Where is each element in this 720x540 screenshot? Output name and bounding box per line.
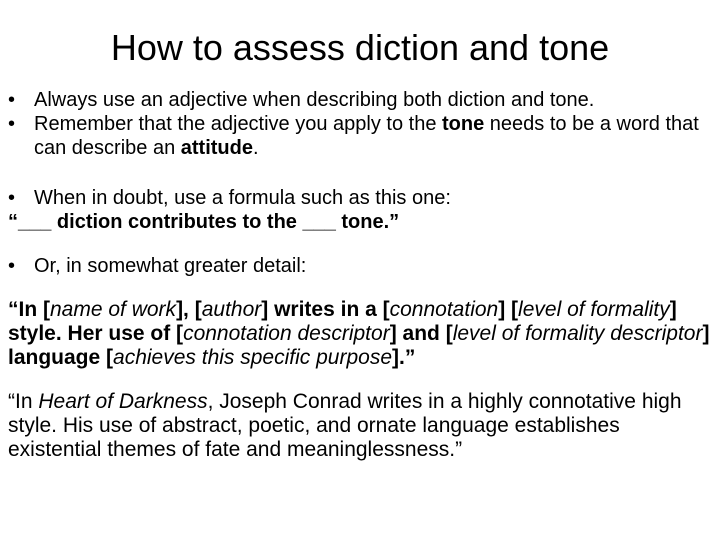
- template-placeholder: author: [201, 298, 262, 321]
- bullet-dot-icon: •: [8, 89, 16, 111]
- bullet-text: [34, 186, 714, 210]
- template-part: ].”: [392, 346, 416, 369]
- bullet-text: [34, 88, 714, 112]
- template-placeholder: level of formality descriptor: [452, 322, 703, 345]
- bullet-item: [8, 186, 714, 210]
- template-placeholder: connotation: [389, 298, 499, 321]
- example-work-title: Heart of Darkness: [38, 390, 208, 413]
- template-part: ] and [: [389, 322, 453, 345]
- bullet-bold-word: tone: [442, 113, 485, 135]
- template-part: “In [: [8, 298, 50, 321]
- example-paragraph: [8, 390, 714, 462]
- bullet-text-part: Or, in somewhat greater detail:: [34, 255, 307, 277]
- bullet-dot-icon: •: [8, 187, 16, 209]
- bullet-dot-icon: •: [8, 255, 16, 277]
- bullet-text: [34, 112, 714, 160]
- bullet-dot-icon: •: [8, 113, 16, 135]
- template-placeholder: name of work: [50, 298, 177, 321]
- bullet-text-part: Always use an adjective when describing both diction and tone.: [34, 89, 595, 111]
- template-part: ], [: [176, 298, 202, 321]
- template-placeholder: level of formality: [518, 298, 670, 321]
- slide-title: How to assess diction and tone: [110, 27, 610, 68]
- bullet-item: [8, 88, 714, 112]
- bullet-text: [34, 254, 714, 278]
- example-part: “In: [8, 390, 39, 413]
- template-paragraph: [8, 298, 714, 370]
- bullet-text-part: needs to be a word that can describe an: [34, 113, 699, 159]
- bullet-text-part: Remember that the adjective you apply to the: [34, 113, 443, 135]
- bullet-text-part: .: [252, 137, 259, 159]
- template-part: ] writes in a [: [261, 298, 390, 321]
- formula-text: “___ diction contributes to the ___ tone.”: [8, 211, 400, 233]
- bullet-item: [8, 112, 714, 160]
- slide-content: [8, 88, 714, 462]
- example-part: , Joseph Conrad writes in a highly connotative high style. His use of abstract, poetic, and ornate language establishes existential themes of fate and meaninglessness.”: [8, 390, 682, 461]
- bullet-bold-word: attitude: [180, 137, 253, 159]
- template-part: ] style. Her use of [: [8, 298, 677, 345]
- template-placeholder: connotation descriptor: [183, 322, 390, 345]
- template-part: ] [: [498, 298, 519, 321]
- template-placeholder: achieves this specific purpose: [113, 346, 392, 369]
- template-part: ] language [: [8, 322, 710, 369]
- bullet-item: [8, 254, 714, 278]
- bullet-text-part: When in doubt, use a formula such as this one:: [34, 187, 451, 209]
